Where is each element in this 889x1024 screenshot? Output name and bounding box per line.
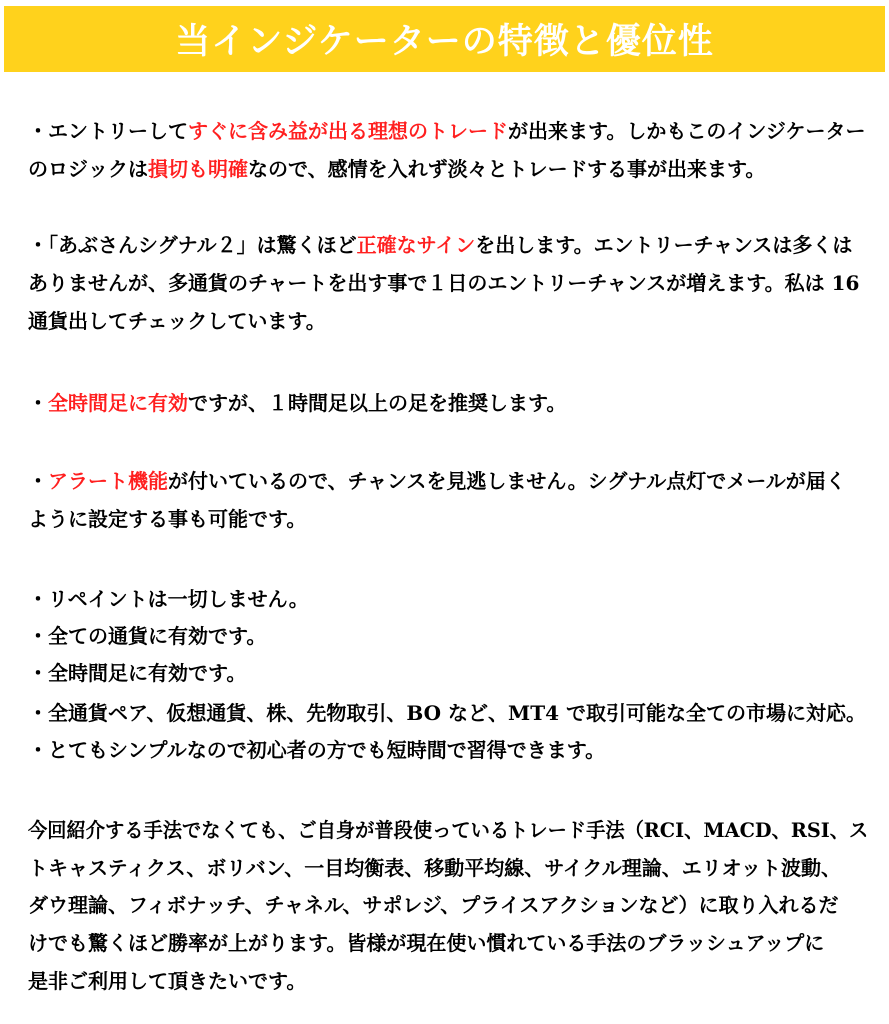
feature-4-line-1 [28,462,846,500]
closing-line: 今回紹介する手法でなくても、ご自身が普段使っているトレード手法（RCI、MACD、RSI、ス [28,818,869,842]
highlight-text: 損切も明確 [148,157,248,181]
text: ・「あぶさんシグナル２」は驚くほど [28,233,357,257]
bullet-item: ・全時間足に有効です。 [28,661,247,685]
header-banner [4,6,885,72]
page-title: 当インジケーターの特徴と優位性 [175,21,714,62]
text: なので、感情を入れず淡々とトレードする事が出来ます。 [248,157,766,181]
highlight-text: 正確なサイン [356,233,476,257]
text: ですが、１時間足以上の足を推奨します。 [188,391,567,415]
feature-1-line-2 [28,150,765,188]
closing-line: トキャスティクス、ボリバン、一目均衡表、移動平均線、サイクル理論、エリオット波動、 [28,856,841,880]
text: が付いているので、チャンスを見逃しません。シグナル点灯でメールが届く [168,469,846,493]
closing-line: けでも驚くほど勝率が上がります。皆様が現在使い慣れている手法のブラッシュアップに [28,931,825,955]
text: のロジックは [28,157,148,181]
highlight-text: すぐに含み益が出る理想のトレード [188,119,508,143]
feature-2-line-2: ありませんが、多通貨のチャートを出す事で１日のエントリーチャンスが増えます。私は 16 [28,271,860,295]
bullet-item: ・リペイントは一切しません。 [28,587,309,611]
closing-line: 是非ご利用して頂きたいです。 [28,969,307,993]
feature-1-line-1 [28,112,866,150]
text: ・ [28,469,48,493]
text: が出来ます。しかもこのインジケーター [508,119,866,143]
highlight-text: 全時間足に有効 [48,391,188,415]
text: ・エントリーして [28,119,188,143]
feature-2-line-1 [28,226,852,264]
closing-line: ダウ理論、フィボナッチ、チャネル、サポレジ、プライスアクションなど）に取り入れるだ [28,893,839,917]
highlight-text: アラート機能 [48,469,168,493]
bullet-item: ・全ての通貨に有効です。 [28,624,267,648]
text: ・ [28,391,48,415]
bullet-item: ・全通貨ペア、仮想通貨、株、先物取引、BO など、MT4 で取引可能な全ての市場に対応。 [28,701,866,725]
text: を出します。エントリーチャンスは多くは [475,233,853,257]
feature-2-line-3: 通貨出してチェックしています。 [28,309,326,333]
feature-4-line-2: ように設定する事も可能です。 [28,507,307,531]
bullet-item: ・とてもシンプルなので初心者の方でも短時間で習得できます。 [28,738,606,762]
feature-3-line-1 [28,384,566,422]
